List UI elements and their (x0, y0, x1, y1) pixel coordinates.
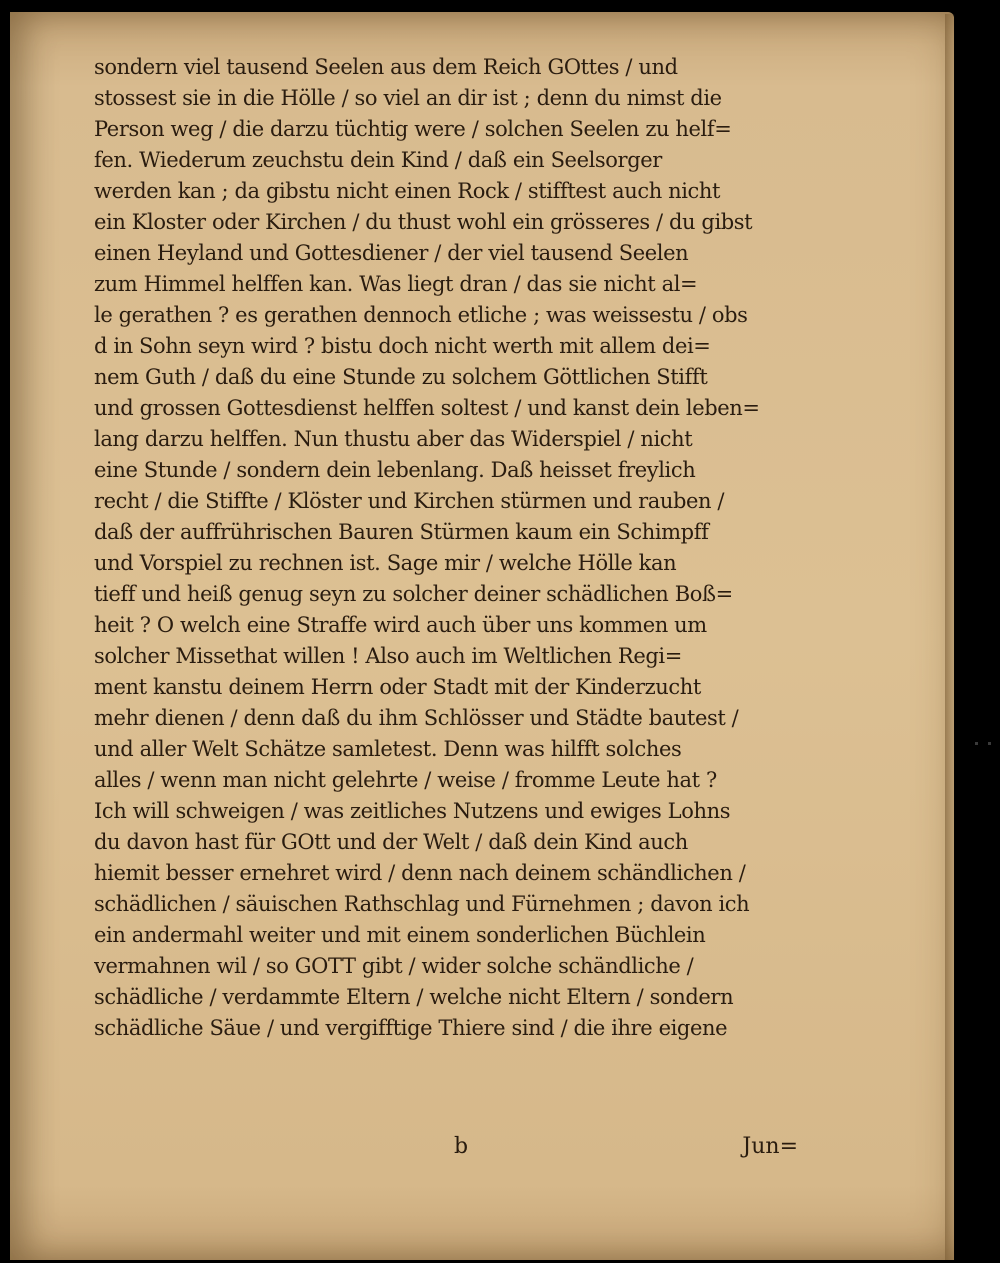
signature-mark: b (454, 1134, 469, 1159)
text-line: heit ? O welch eine Straffe wird auch über uns kommen um (94, 613, 707, 637)
text-line: schädlichen / säuischen Rathschlag und Fürnehmen ; davon ich (94, 892, 750, 916)
text-line: lang darzu helffen. Nun thustu aber das Widerspiel / nicht (94, 427, 693, 451)
text-line: recht / die Stiffte / Klöster und Kirchen stürmen und rauben / (94, 489, 725, 513)
text-line: und Vorspiel zu rechnen ist. Sage mir / welche Hölle kan (94, 551, 677, 575)
text-line: ment kanstu deinem Herrn oder Stadt mit der Kinderzucht (94, 675, 701, 699)
text-line: sondern viel tausend Seelen aus dem Reich GOttes / und (94, 55, 678, 79)
text-line: mehr dienen / denn daß du ihm Schlösser und Städte bautest / (94, 706, 739, 730)
text-line: werden kan ; da gibstu nicht einen Rock / stifftest auch nicht (94, 179, 721, 203)
page-footer (94, 1134, 806, 1168)
body-text (94, 52, 806, 1159)
text-line: ein andermahl weiter und mit einem sonderlichen Büchlein (94, 923, 706, 947)
text-line: alles / wenn man nicht gelehrte / weise / fromme Leute hat ? (94, 768, 717, 792)
text-line: und aller Welt Schätze samletest. Denn was hilfft solches (94, 737, 682, 761)
book-page (10, 12, 954, 1260)
text-line: daß der auffrührischen Bauren Stürmen kaum ein Schimpff (94, 520, 709, 544)
text-line: ein Kloster oder Kirchen / du thust wohl ein grösseres / du gibst (94, 210, 753, 234)
text-line: einen Heyland und Gottesdiener / der viel tausend Seelen (94, 241, 689, 265)
catchword: Jun= (742, 1134, 798, 1159)
text-line: schädliche / verdammte Eltern / welche nicht Eltern / sondern (94, 985, 734, 1009)
text-line: nem Guth / daß du eine Stunde zu solchem Göttlichen Stifft (94, 365, 708, 389)
text-line: und grossen Gottesdienst helffen soltest / und kanst dein leben= (94, 396, 760, 420)
text-line: Ich will schweigen / was zeitliches Nutzens und ewiges Lohns (94, 799, 731, 823)
text-line: eine Stunde / sondern dein lebenlang. Daß heisset freylich (94, 458, 696, 482)
text-line: du davon hast für GOtt und der Welt / daß dein Kind auch (94, 830, 688, 854)
text-line: stossest sie in die Hölle / so viel an dir ist ; denn du nimst die (94, 86, 722, 110)
text-line: vermahnen wil / so GOTT gibt / wider solche schändliche / (94, 954, 694, 978)
text-line: d in Sohn seyn wird ? bistu doch nicht werth mit allem dei= (94, 334, 711, 358)
scan-speck (988, 742, 991, 745)
text-line: solcher Missethat willen ! Also auch im Weltlichen Regi= (94, 644, 682, 668)
text-line: fen. Wiederum zeuchstu dein Kind / daß ein Seelsorger (94, 148, 662, 172)
text-line: hiemit besser ernehret wird / denn nach deinem schändlichen / (94, 861, 746, 885)
text-line: tieff und heiß genug seyn zu solcher deiner schädlichen Boß= (94, 582, 733, 606)
text-line: schädliche Säue / und vergifftige Thiere sind / die ihre eigene (94, 1016, 728, 1040)
page-edge-shadow (945, 14, 955, 1260)
text-line: Person weg / die darzu tüchtig were / solchen Seelen zu helf= (94, 117, 732, 141)
text-line: le gerathen ? es gerathen dennoch etliche ; was weissestu / obs (94, 303, 748, 327)
text-line: zum Himmel helffen kan. Was liegt dran / das sie nicht al= (94, 272, 698, 296)
scan-speck (975, 742, 978, 745)
